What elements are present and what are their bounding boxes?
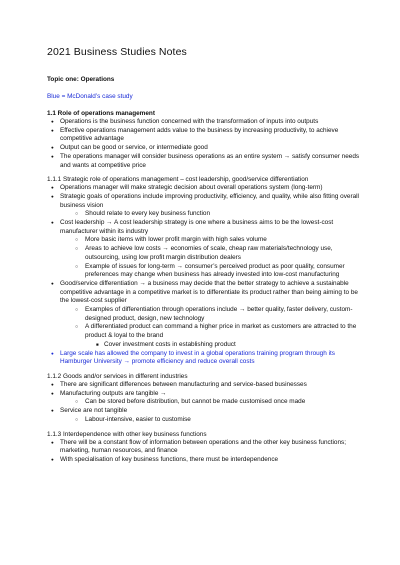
list-item: ○ A differentiated product can command a higher price in market as customers are attracted to the product & loyal to the brand — [47, 323, 360, 340]
legend-note: Blue = McDonald’s case study — [47, 93, 133, 100]
section-heading: 1.1.3 Interdependence with other key business functions — [47, 430, 207, 438]
section-heading: 1.1.2 Goods and/or services in different industries — [47, 372, 188, 380]
sections-container — [47, 110, 360, 465]
list-item: ● Operations is the business function concerned with the transformation of inputs into outputs — [47, 118, 360, 127]
list-item: ● There are significant differences between manufacturing and service-based businesses — [47, 381, 360, 390]
section-heading: 1.1.1 Strategic role of operations management – cost leadership, good/service differentiation — [47, 176, 309, 184]
doc-title: 2021 Business Studies Notes — [47, 46, 187, 58]
list-item: ● Cost leadership → A cost leadership strategy is one where a business aims to be the lowest-cost manufacturer within its industry — [47, 219, 360, 236]
list-item: ○ Should relate to every key business function — [47, 210, 360, 219]
list-item: ○ Examples of differentiation through operations include → better quality, faster delivery, custom-designed product, design, new technology — [47, 306, 360, 323]
list-item: ● There will be a constant flow of information between operations and the other key business functions; marketing, human resources, and finance — [47, 439, 360, 456]
list-item: ● Large scale has allowed the company to invest in a global operations training program through its Hamburger University → promote efficiency and reduce overall costs — [47, 350, 360, 367]
list-item: ● Good/service differentiation → a business may decide that the better strategy to achieve a sustainable competitive advantage in a competitive market is to differentiate its product rather than being aiming to be the lowest-cost supplier — [47, 280, 360, 306]
list-item: ○ Example of issues for long-term → consumer’s perceived product as poor quality, consumer preferences may change when business has already invested into low-cost manufacturing — [47, 263, 360, 280]
bullet-list — [47, 381, 360, 425]
list-item: ● Output can be good or service, or intermediate good — [47, 144, 360, 153]
list-item: ● Service are not tangible — [47, 407, 360, 416]
list-item: ■ Cover investment costs in establishing product — [47, 341, 360, 350]
list-item: ○ Can be stored before distribution, but cannot be made customised once made — [47, 398, 360, 407]
bullet-list — [47, 118, 360, 170]
bullet-list — [47, 184, 360, 367]
list-item: ● Effective operations management adds value to the business by increasing productivity, to achieve competitive advantage — [47, 127, 360, 144]
section-heading: 1.1 Role of operations management — [47, 110, 155, 117]
list-item: ● With specialisation of key business functions, there must be interdependence — [47, 456, 360, 465]
list-item: ● The operations manager will consider business operations as an entire system → satisfy consumer needs and wants at competitive price — [47, 153, 360, 170]
list-item: ○ More basic items with lower profit margin with high sales volume — [47, 236, 360, 245]
list-item: ○ Labour-intensive, easier to customise — [47, 416, 360, 425]
list-item: ● Manufacturing outputs are tangible → — [47, 390, 360, 399]
list-item: ● Operations manager will make strategic decision about overall operations system (long-term) — [47, 184, 360, 193]
list-item: ○ Areas to achieve low costs → economies of scale, cheap raw materials/technology use, outsourcing, using low profit margin distribution dealers — [47, 245, 360, 262]
bullet-list — [47, 439, 360, 465]
topic-heading: Topic one: Operations — [47, 76, 115, 83]
list-item: ● Strategic goals of operations include improving productivity, efficiency, and quality, while also fitting overall business vision — [47, 193, 360, 210]
